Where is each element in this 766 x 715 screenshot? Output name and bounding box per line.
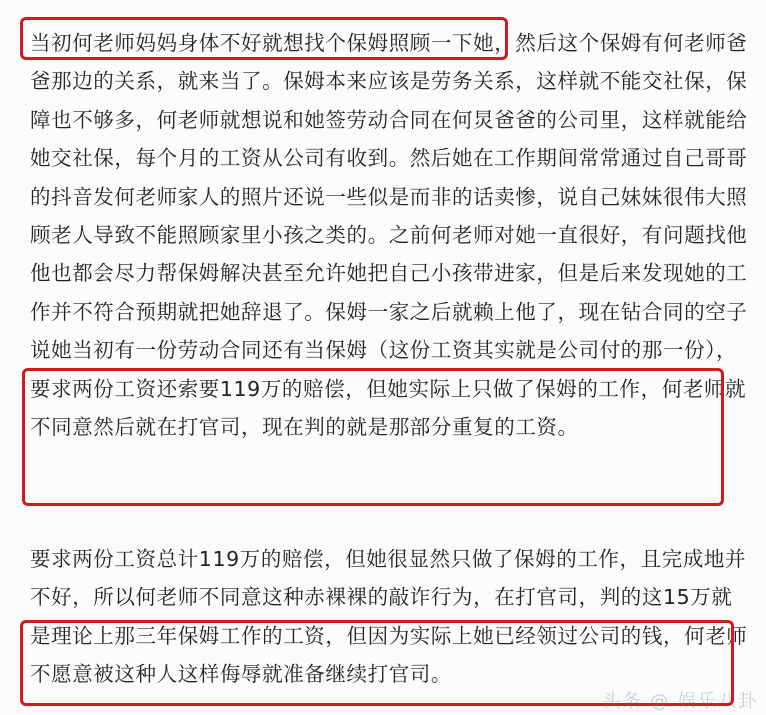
paragraph-line: 不愿意被这种人这样侮辱就准备继续打官司。 <box>30 662 452 687</box>
paragraph-line: 作并不符合预期就把她辞退了。保姆一家之后就赖上他了，现在钻合同的空子 <box>30 299 748 324</box>
paragraph-line: 不同意然后就在打官司，现在判的就是那部分重复的工资。 <box>30 414 579 439</box>
paragraph-line: 障也不够多，何老师就想说和她签劳动合同在何炅爸爸的公司里，这样就能给 <box>30 107 748 132</box>
paragraph-line: 爸那边的关系，就来当了。保姆本来应该是劳务关系，这样就不能交社保，保 <box>30 69 748 94</box>
watermark: 头条 @ 娱乐八卦 <box>602 691 758 712</box>
paragraph-line: 顾老人导致不能照顾家里小孩之类的。之前何老师对她一直很好，有问题找他 <box>30 222 748 247</box>
highlight-box-first-sentence <box>20 17 508 60</box>
paragraph-line: 她交社保，每个月的工资从公司有收到。然后她在工作期间常常通过自己哥哥 <box>30 146 748 171</box>
paragraph-line: 当初何老师妈妈身体不好就想找个保姆照顾一下她，然后这个保姆有何老师爸 <box>30 31 748 55</box>
paragraph-line: 的抖音发何老师家人的照片还说一些似是而非的话卖惨，说自己妹妹很伟大照 <box>30 184 748 209</box>
paragraph-line: 要求两份工资还索要119万的赔偿，但她实际上只做了保姆的工作，何老师就 <box>30 376 747 401</box>
highlight-box-contract-claim <box>22 368 724 506</box>
paragraph-line: 他也都会尽力帮保姆解决甚至允许她把自己小孩带进家，但是后来发现她的工 <box>30 261 748 286</box>
paragraph-line: 不好，所以何老师不同意这种赤裸裸的敲诈行为，在打官司，判的这15万就 <box>30 585 733 610</box>
paragraph-line: 要求两份工资总计119万的赔偿，但她很显然只做了保姆的工作，且完成地并 <box>30 547 747 571</box>
paragraph-line: 是理论上那三年保姆工作的工资，但因为实际上她已经领过公司的钱，何老师 <box>30 623 748 648</box>
paragraph-line: 说她当初有一份劳动合同还有当保姆（这份工资其实就是公司付的那一份）， <box>30 338 738 363</box>
